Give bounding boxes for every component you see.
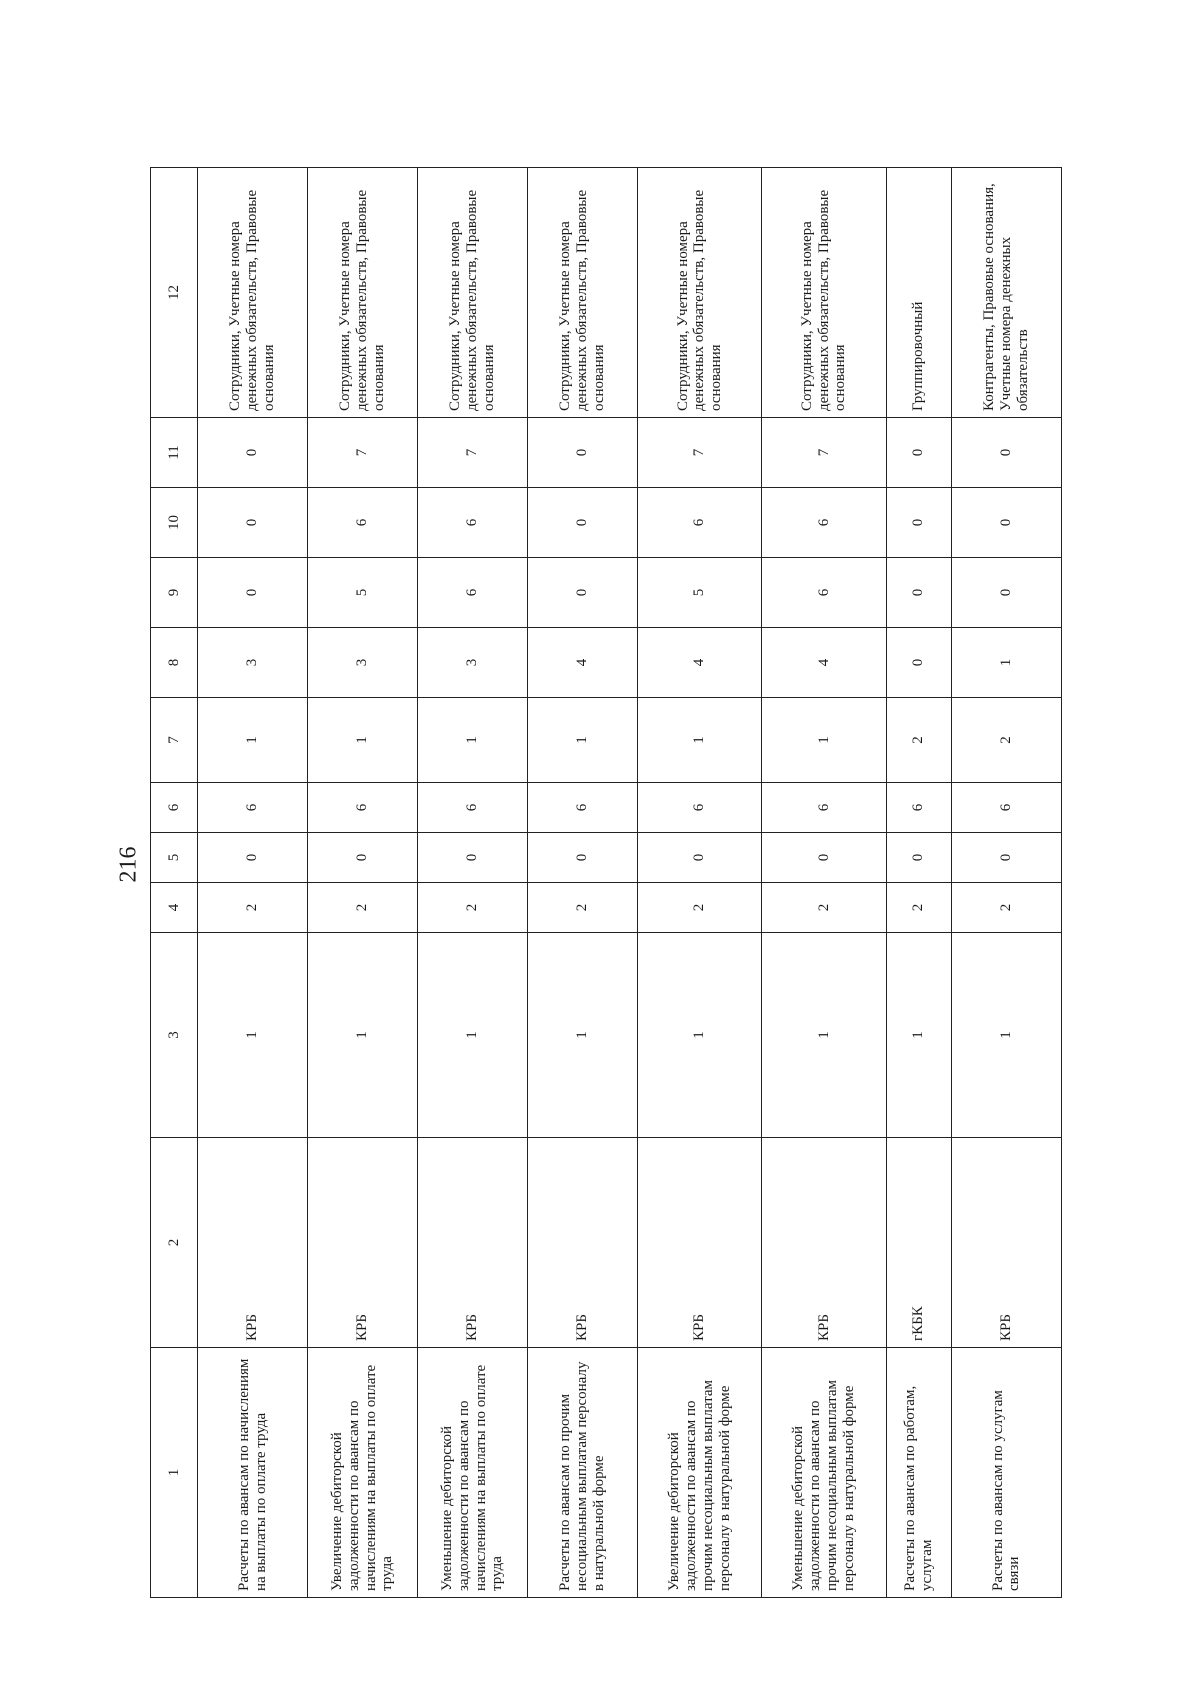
code-cell: КРБ	[198, 1138, 308, 1348]
table-row	[308, 168, 418, 1598]
value-cell: 1	[638, 698, 762, 783]
value-cell: 5	[638, 558, 762, 628]
code-cell: гКБК	[886, 1138, 951, 1348]
analytics-cell: Сотрудники, Учетные номера денежных обязательств, Правовые основания	[638, 168, 762, 418]
analytics-cell: Сотрудники, Учетные номера денежных обязательств, Правовые основания	[308, 168, 418, 418]
value-cell: 1	[762, 933, 886, 1138]
accounts-table	[150, 167, 1062, 1598]
value-cell: 6	[886, 783, 951, 833]
value-cell: 1	[198, 698, 308, 783]
column-header: 8	[151, 628, 198, 698]
value-cell: 2	[308, 883, 418, 933]
value-cell: 1	[418, 698, 528, 783]
value-cell: 5	[308, 558, 418, 628]
code-cell: КРБ	[762, 1138, 886, 1348]
value-cell: 0	[886, 833, 951, 883]
value-cell: 2	[528, 883, 638, 933]
value-cell: 6	[762, 558, 886, 628]
column-header: 1	[151, 1348, 198, 1598]
value-cell: 0	[198, 558, 308, 628]
value-cell: 0	[951, 833, 1061, 883]
account-name-cell: Уменьшение дебиторской задолженности по авансам по прочим несоциальным выплатам персоналу в натуральной форме	[762, 1348, 886, 1598]
code-cell: КРБ	[418, 1138, 528, 1348]
value-cell: 0	[762, 833, 886, 883]
page-number	[115, 834, 142, 894]
value-cell: 2	[638, 883, 762, 933]
value-cell: 7	[762, 418, 886, 488]
account-name-cell: Увеличение дебиторской задолженности по авансам по начислениям на выплаты по оплате труда	[308, 1348, 418, 1598]
value-cell: 6	[308, 783, 418, 833]
value-cell: 7	[418, 418, 528, 488]
value-cell: 2	[418, 883, 528, 933]
value-cell: 7	[308, 418, 418, 488]
value-cell: 0	[886, 418, 951, 488]
value-cell: 6	[528, 783, 638, 833]
account-name-cell: Расчеты по авансам по работам, услугам	[886, 1348, 951, 1598]
code-cell: КРБ	[951, 1138, 1061, 1348]
value-cell: 1	[951, 933, 1061, 1138]
value-cell: 1	[528, 698, 638, 783]
account-name-cell: Увеличение дебиторской задолженности по авансам по прочим несоциальным выплатам персоналу в натуральной форме	[638, 1348, 762, 1598]
column-header: 5	[151, 833, 198, 883]
analytics-cell: Сотрудники, Учетные номера денежных обязательств, Правовые основания	[418, 168, 528, 418]
value-cell: 0	[528, 558, 638, 628]
column-header: 2	[151, 1138, 198, 1348]
account-name-cell: Расчеты по авансам по начислениям на выплаты по оплате труда	[198, 1348, 308, 1598]
value-cell: 6	[762, 488, 886, 558]
value-cell: 6	[418, 783, 528, 833]
value-cell: 0	[638, 833, 762, 883]
analytics-cell: Сотрудники, Учетные номера денежных обязательств, Правовые основания	[198, 168, 308, 418]
value-cell: 2	[762, 883, 886, 933]
accounts-table-rotated	[150, 168, 1062, 1598]
value-cell: 4	[762, 628, 886, 698]
table-row	[638, 168, 762, 1598]
value-cell: 3	[198, 628, 308, 698]
value-cell: 0	[951, 558, 1061, 628]
column-header: 11	[151, 418, 198, 488]
column-header: 4	[151, 883, 198, 933]
value-cell: 1	[418, 933, 528, 1138]
value-cell: 0	[198, 418, 308, 488]
value-cell: 3	[418, 628, 528, 698]
header-row	[151, 168, 198, 1598]
value-cell: 0	[528, 488, 638, 558]
value-cell: 0	[886, 558, 951, 628]
value-cell: 2	[951, 883, 1061, 933]
value-cell: 0	[528, 418, 638, 488]
value-cell: 1	[308, 698, 418, 783]
value-cell: 1	[951, 628, 1061, 698]
column-header: 12	[151, 168, 198, 418]
value-cell: 4	[638, 628, 762, 698]
account-name-cell: Расчеты по авансам по прочим несоциальным выплатам персоналу в натуральной форме	[528, 1348, 638, 1598]
value-cell: 1	[308, 933, 418, 1138]
column-header: 7	[151, 698, 198, 783]
analytics-cell: Сотрудники, Учетные номера денежных обязательств, Правовые основания	[528, 168, 638, 418]
value-cell: 1	[528, 933, 638, 1138]
value-cell: 0	[951, 488, 1061, 558]
value-cell: 1	[198, 933, 308, 1138]
value-cell: 0	[886, 628, 951, 698]
value-cell: 6	[638, 783, 762, 833]
account-name-cell: Расчеты по авансам по услугам связи	[951, 1348, 1061, 1598]
value-cell: 4	[528, 628, 638, 698]
column-header: 3	[151, 933, 198, 1138]
value-cell: 2	[886, 698, 951, 783]
table-row	[418, 168, 528, 1598]
value-cell: 1	[886, 933, 951, 1138]
value-cell: 6	[418, 488, 528, 558]
value-cell: 2	[198, 883, 308, 933]
value-cell: 0	[886, 488, 951, 558]
analytics-cell: Контрагенты, Правовые основания, Учетные номера денежных обязательств	[951, 168, 1061, 418]
analytics-cell: Группировочный	[886, 168, 951, 418]
value-cell: 0	[198, 488, 308, 558]
value-cell: 1	[638, 933, 762, 1138]
code-cell: КРБ	[638, 1138, 762, 1348]
table-row	[951, 168, 1061, 1598]
value-cell: 6	[198, 783, 308, 833]
page-number-text: 216	[115, 846, 142, 882]
column-header: 6	[151, 783, 198, 833]
column-header: 10	[151, 488, 198, 558]
value-cell: 6	[418, 558, 528, 628]
table-row	[886, 168, 951, 1598]
value-cell: 6	[762, 783, 886, 833]
value-cell: 2	[886, 883, 951, 933]
value-cell: 0	[198, 833, 308, 883]
value-cell: 6	[308, 488, 418, 558]
account-name-cell: Уменьшение дебиторской задолженности по авансам по начислениям на выплаты по оплате труда	[418, 1348, 528, 1598]
value-cell: 7	[638, 418, 762, 488]
value-cell: 0	[951, 418, 1061, 488]
table-row	[762, 168, 886, 1598]
value-cell: 0	[418, 833, 528, 883]
value-cell: 0	[528, 833, 638, 883]
value-cell: 6	[638, 488, 762, 558]
value-cell: 3	[308, 628, 418, 698]
value-cell: 1	[762, 698, 886, 783]
code-cell: КРБ	[528, 1138, 638, 1348]
code-cell: КРБ	[308, 1138, 418, 1348]
value-cell: 0	[308, 833, 418, 883]
analytics-cell: Сотрудники, Учетные номера денежных обязательств, Правовые основания	[762, 168, 886, 418]
table-row	[528, 168, 638, 1598]
value-cell: 2	[951, 698, 1061, 783]
column-header: 9	[151, 558, 198, 628]
value-cell: 6	[951, 783, 1061, 833]
table-row	[198, 168, 308, 1598]
